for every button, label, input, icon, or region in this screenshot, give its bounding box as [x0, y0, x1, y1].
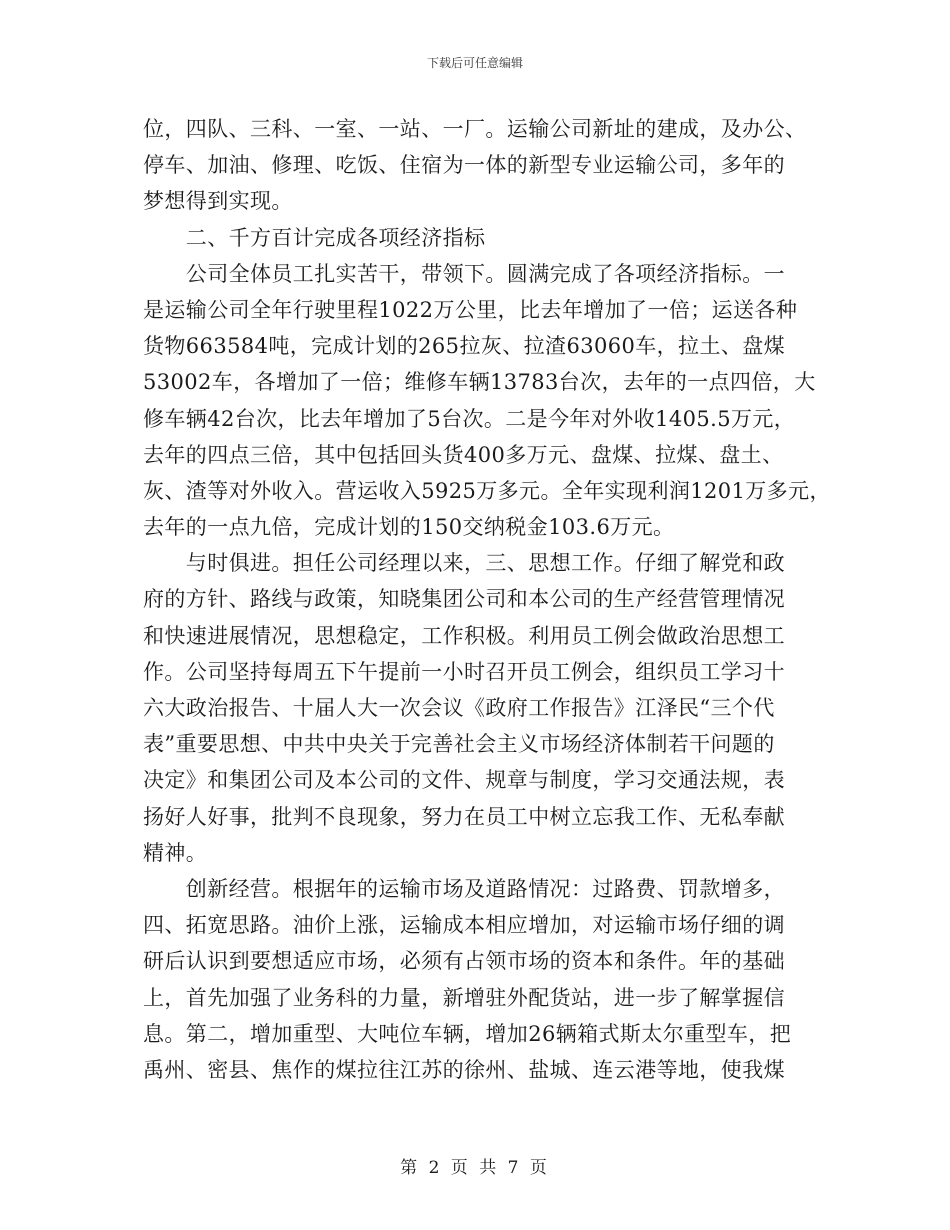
text-line: 53002车，各增加了一倍；维修车辆13783台次，去年的一点四倍，大	[143, 370, 816, 395]
text-line: 和快速进展情况，思想稳定，工作积极。利用员工例会做政治思想工	[143, 623, 785, 648]
text-line: 与时俱进。担任公司经理以来，三、思想工作。仔细了解党和政	[143, 551, 785, 576]
text-line: 扬好人好事，批判不良现象，努力在员工中树立忘我工作、无私奉献	[143, 804, 785, 829]
text-line: 灰、渣等对外收入。营运收入5925万多元。全年实现利润1201万多元，	[143, 478, 831, 503]
text-line: 去年的四点三倍，其中包括回头货400多万元、盘煤、拉煤、盘土、	[143, 442, 784, 467]
section-heading: 二、千方百计完成各项经济指标	[143, 225, 486, 250]
text-line: 表”重要思想、中共中央关于完善社会主义市场经济体制若干问题的	[143, 732, 775, 757]
text-line: 公司全体员工扎实苦干，带领下。圆满完成了各项经济指标。一	[143, 261, 785, 286]
text-line: 去年的一点九倍，完成计划的150交纳税金103.6万元。	[143, 515, 675, 540]
text-line: 息。第二，增加重型、大吨位车辆，增加26辆箱式斯太尔重型车，把	[143, 1021, 792, 1046]
text-line: 停车、加油、修理、吃饭、住宿为一体的新型专业运输公司，多年的	[143, 153, 785, 178]
text-line: 精神。	[143, 840, 208, 865]
text-line: 决定》和集团公司及本公司的文件、规章与制度，学习交通法规，表	[143, 768, 785, 793]
text-line: 是运输公司全年行驶里程1022万公里，比去年增加了一倍；运送各种	[143, 297, 798, 322]
document-body	[143, 111, 831, 1088]
text-line: 作。公司坚持每周五下午提前一小时召开员工例会，组织员工学习十	[143, 659, 785, 684]
text-line: 禹州、密县、焦作的煤拉往江苏的徐州、盐城、连云港等地，使我煤	[143, 1057, 785, 1082]
text-line: 位，四队、三科、一室、一站、一厂。运输公司新址的建成，及办公、	[143, 117, 807, 141]
page-number: 第 2 页 共 7 页	[400, 1158, 550, 1178]
text-line: 六大政治报告、十届人大一次会议《政府工作报告》江泽民“三个代	[143, 696, 775, 720]
text-line: 四、拓宽思路。油价上涨，运输成本相应增加，对运输市场仔细的调	[143, 913, 785, 938]
text-line: 货物663584吨，完成计划的265拉灰、拉渣63060车，拉土、盘煤	[143, 334, 786, 359]
text-line: 研后认识到要想适应市场，必须有占领市场的资本和条件。年的基础	[143, 949, 785, 974]
text-line: 修车辆42台次，比去年增加了5台次。二是今年对外收1405.5万元，	[143, 406, 796, 431]
text-line: 府的方针、路线与政策，知晓集团公司和本公司的生产经营管理情况	[143, 587, 785, 612]
text-line: 梦想得到实现。	[143, 189, 293, 214]
text-line: 创新经营。根据年的运输市场及道路情况：过路费、罚款增多，	[143, 876, 785, 901]
text-line: 上，首先加强了业务科的力量，新增驻外配货站，进一步了解掌握信	[143, 985, 785, 1010]
page-header: 下载后可任意编辑	[426, 56, 523, 70]
